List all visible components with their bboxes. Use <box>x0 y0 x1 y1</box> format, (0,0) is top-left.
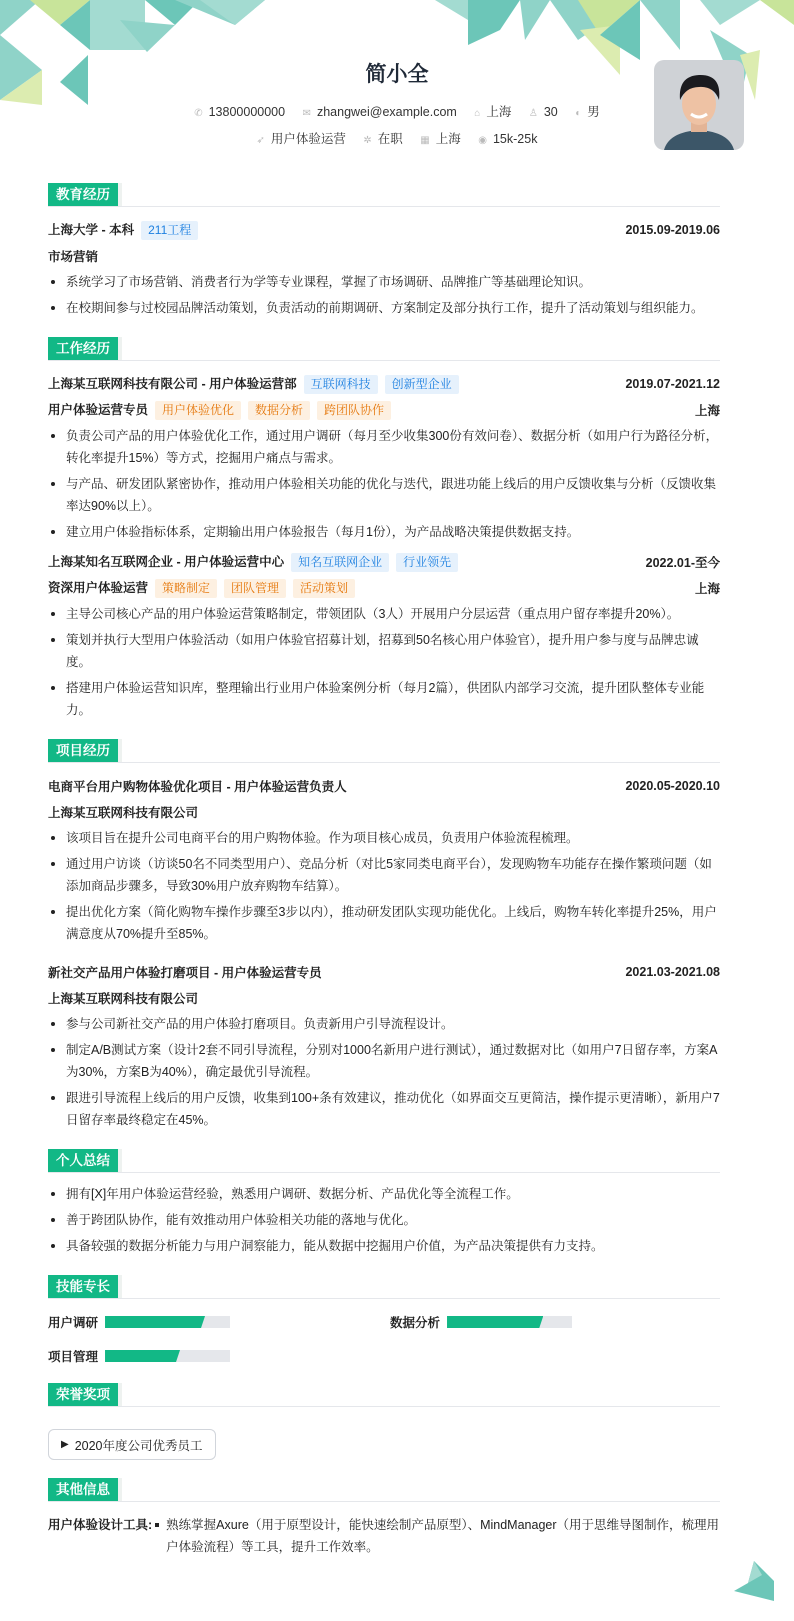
list-item: 策划并执行大型用户体验活动（如用户体验官招募计划，招募到50名核心用户体验官），提升用户参与度与品牌忠诚度。 <box>48 629 720 673</box>
company: 上海某知名互联网企业 - 用户体验运营中心 <box>48 555 285 569</box>
other-value: 熟练掌握Axure（用于原型设计，能快速绘制产品原型）、MindManager（用于思维导图制作，梳理用户体验流程）等工具，提升工作效率。 <box>152 1514 720 1558</box>
work-section <box>48 337 720 721</box>
skill-bar-fill <box>105 1350 180 1362</box>
skill-item <box>48 1347 390 1365</box>
skill-bar-fill <box>105 1316 205 1328</box>
salary-icon: ◉ <box>478 135 487 146</box>
send-icon: ➶ <box>256 135 265 146</box>
list-item: 与产品、研发团队紧密协作，推动用户体验相关功能的优化与迭代，跟进功能上线后的用户反馈收集与分析（反馈收集率达90%以上）。 <box>48 473 720 517</box>
age-icon: ♙ <box>528 108 538 119</box>
gender-icon: ◐ <box>575 108 582 119</box>
section-title: 项目经历 <box>48 739 118 762</box>
avatar <box>654 60 744 150</box>
skills-section <box>48 1275 720 1365</box>
section-title: 其他信息 <box>48 1478 118 1501</box>
work-item <box>48 549 720 721</box>
awards-section <box>48 1383 720 1460</box>
skill-tag: 用户体验优化 <box>155 401 241 420</box>
project-title: 电商平台用户购物体验优化项目 - 用户体验运营负责人 <box>48 780 347 794</box>
list-item: 参与公司新社交产品的用户体验打磨项目。负责新用户引导流程设计。 <box>48 1013 720 1035</box>
section-title: 技能专长 <box>48 1275 118 1298</box>
gender: 男 <box>587 105 600 119</box>
list-item: 搭建用户体验运营知识库，整理输出行业用户体验案例分析（每月2篇），供团队内部学习交流，提升团队整体专业能力。 <box>48 677 720 721</box>
skill-name: 数据分析 <box>390 1316 441 1330</box>
work-date: 2019.07-2021.12 <box>625 377 720 391</box>
project-section <box>48 739 720 1131</box>
skill-tag: 团队管理 <box>224 579 286 598</box>
project-title: 新社交产品用户体验打磨项目 - 用户体验运营专员 <box>48 966 322 980</box>
project-company: 上海某互联网科技有限公司 <box>48 992 199 1006</box>
list-item: 具备较强的数据分析能力与用户洞察能力，能从数据中挖掘用户价值，为产品决策提供有力支持。 <box>48 1235 720 1257</box>
award-item[interactable] <box>48 1429 216 1460</box>
list-item: 主导公司核心产品的用户体验运营策略制定，带领团队（3人）开展用户分层运营（重点用户留存率提升20%）。 <box>48 603 720 625</box>
phone: 13800000000 <box>208 105 286 119</box>
section-title: 教育经历 <box>48 183 118 206</box>
skill-name: 用户调研 <box>48 1316 99 1330</box>
age: 30 <box>543 105 558 119</box>
skill-bar <box>447 1316 572 1328</box>
major: 市场营销 <box>48 250 99 264</box>
work-item <box>48 371 720 543</box>
school-tag: 211工程 <box>141 221 198 240</box>
skill-item <box>390 1313 690 1331</box>
list-item: 系统学习了市场营销、消费者行为学等专业课程，掌握了市场调研、品牌推广等基础理论知识。 <box>48 271 720 293</box>
project-item <box>48 773 720 945</box>
project-date: 2020.05-2020.10 <box>625 779 720 793</box>
other-section <box>48 1478 720 1558</box>
project-date: 2021.03-2021.08 <box>625 965 720 979</box>
company-tag: 互联网科技 <box>304 375 378 394</box>
list-item: 建立用户体验指标体系，定期输出用户体验报告（每月1份），为产品战略决策提供数据支持。 <box>48 521 720 543</box>
location: 上海 <box>694 404 720 418</box>
salary: 15k-25k <box>492 132 538 146</box>
skill-bar <box>105 1316 230 1328</box>
skill-bar <box>105 1350 230 1362</box>
work-date: 2022.01-至今 <box>645 556 720 570</box>
skill-item <box>48 1313 390 1331</box>
list-item: 制定A/B测试方案（设计2套不同引导流程，分别对1000名新用户进行测试），通过数据对比（如用户7日留存率，方案A为30%，方案B为40%），确定最优引导流程。 <box>48 1039 720 1083</box>
email: zhangwei@example.com <box>316 105 457 119</box>
role: 资深用户体验运营 <box>48 581 149 595</box>
role: 用户体验运营专员 <box>48 403 149 417</box>
education-section <box>48 183 720 319</box>
other-label: 用户体验设计工具: <box>48 1518 153 1532</box>
section-title: 个人总结 <box>48 1149 118 1172</box>
company-tag: 创新型企业 <box>385 375 459 394</box>
list-item: 负责公司产品的用户体验优化工作，通过用户调研（每月至少收集300份有效问卷）、数据分析（如用户行为路径分析，转化率提升15%）等方式，挖掘用户痛点与需求。 <box>48 425 720 469</box>
list-item: 跟进引导流程上线后的用户反馈，收集到100+条有效建议，推动优化（如界面交互更简洁，操作提示更清晰），新用户7日留存率最终稳定在45%。 <box>48 1087 720 1131</box>
company: 上海某互联网科技有限公司 - 用户体验运营部 <box>48 377 297 391</box>
email-icon: ✉ <box>302 108 311 119</box>
school: 上海大学 - 本科 <box>48 223 135 237</box>
list-item: 提出优化方案（简化购物车操作步骤至3步以内），推动研发团队实现功能优化。上线后，购物车转化率提升25%，用户满意度从70%提升至85%。 <box>48 901 720 945</box>
edu-date: 2015.09-2019.06 <box>625 223 720 237</box>
company-tag: 知名互联网企业 <box>291 553 389 572</box>
home-icon: ⌂ <box>474 108 481 119</box>
project-company: 上海某互联网科技有限公司 <box>48 806 199 820</box>
skill-bar-fill <box>447 1316 543 1328</box>
job-status: 在职 <box>377 132 403 146</box>
location: 上海 <box>694 582 720 596</box>
resume-header <box>0 0 794 165</box>
status-icon: ✲ <box>363 135 372 146</box>
skill-name: 项目管理 <box>48 1350 99 1364</box>
section-title: 荣誉奖项 <box>48 1383 118 1406</box>
list-item: 善于跨团队协作，能有效推动用户体验相关功能的落地与优化。 <box>48 1209 720 1231</box>
job-title: 用户体验运营 <box>270 132 346 146</box>
list-item: 在校期间参与过校园品牌活动策划，负责活动的前期调研、方案制定及部分执行工作，提升了活动策划与组织能力。 <box>48 297 720 319</box>
skill-tag: 跨团队协作 <box>317 401 391 420</box>
list-item: 拥有[X]年用户体验运营经验，熟悉用户调研、数据分析、产品优化等全流程工作。 <box>48 1183 720 1205</box>
skill-tag: 策略制定 <box>155 579 217 598</box>
section-title: 工作经历 <box>48 337 118 360</box>
list-item: 通过用户访谈（访谈50名不同类型用户）、竞品分析（对比5家同类电商平台），发现购物车功能存在操作繁琐问题（如添加商品步骤多，导致30%用户放弃购物车结算）。 <box>48 853 720 897</box>
skill-tag: 数据分析 <box>248 401 310 420</box>
company-tag: 行业领先 <box>396 553 458 572</box>
phone-icon: ✆ <box>194 108 203 119</box>
target-city: 上海 <box>435 132 461 146</box>
summary-section <box>48 1149 720 1257</box>
decorative-corner-triangle <box>734 1561 774 1601</box>
list-item: 该项目旨在提升公司电商平台的用户购物体验。作为项目核心成员，负责用户体验流程梳理。 <box>48 827 720 849</box>
project-item <box>48 959 720 1131</box>
skill-tag: 活动策划 <box>293 579 355 598</box>
triangle-right-icon: ▶ <box>61 1439 69 1450</box>
city: 上海 <box>486 105 512 119</box>
building-icon: ▦ <box>420 135 430 146</box>
candidate-name: 简小全 <box>365 63 429 86</box>
award-name: 2020年度公司优秀员工 <box>74 1438 203 1453</box>
